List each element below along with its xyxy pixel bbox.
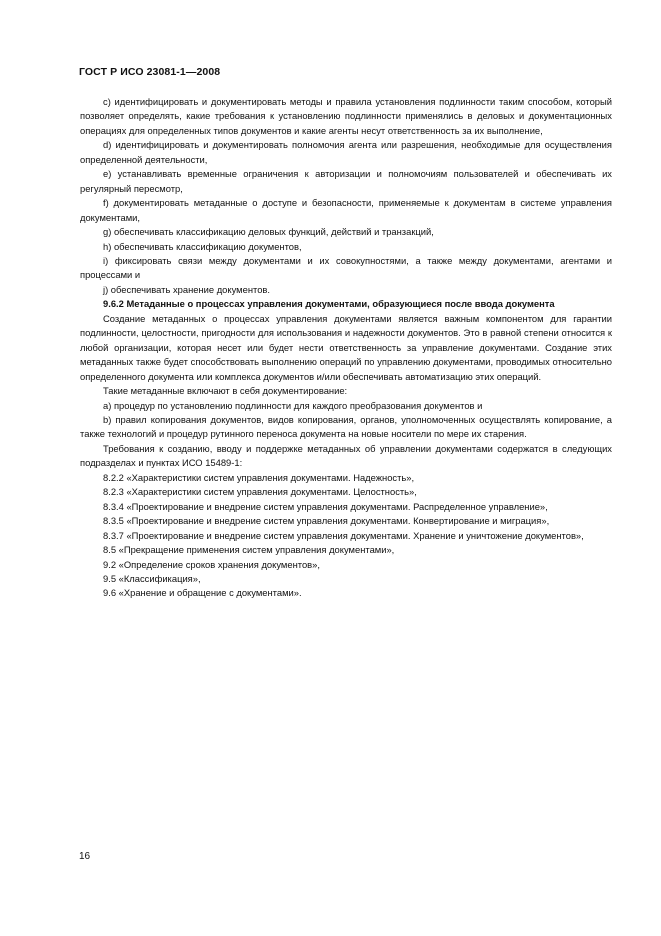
reference-item: 9.5 «Классификация»,	[103, 572, 201, 584]
reference-item: 8.3.7 «Проектирование и внедрение систем управления документами. Хранение и уничтожение документов»,	[103, 529, 584, 541]
reference-item: 9.6 «Хранение и обращение с документами».	[103, 587, 302, 599]
paragraph-intro: Создание метаданных о процессах управления документами является важным компонентом для гарантии подлинности, целостности, пригодности для использования и надежности документов. Это в равной степени относится к любой организации, которая несет или будет нести ответственность за управление документами. Создание этих метаданных также будет способствовать выполнению операций по управлению документами, проводимых относительно определенного документа или комплекса документов и/или обеспечивать автоматизацию этих операций.	[80, 312, 612, 382]
reference-item: 8.2.2 «Характеристики систем управления документами. Надежность»,	[103, 471, 415, 483]
list-item-a: a) процедур по установлению подлинности для каждого преобразования документов и	[103, 399, 483, 411]
reference-item: 8.3.4 «Проектирование и внедрение систем управления документами. Распределенное управление»,	[103, 500, 548, 512]
list-item-g: g) обеспечивать классификацию деловых функций, действий и транзакций,	[103, 226, 434, 238]
page-number: 16	[79, 851, 91, 862]
list-item-j: j) обеспечивать хранение документов.	[103, 283, 270, 295]
list-item-b: b) правил копирования документов, видов копирования, органов, уполномоченных осуществлять копирование, а также технологий и процедур рутинного переноса документа на новые носители по мере их старения.	[80, 413, 612, 440]
reference-item: 9.2 «Определение сроков хранения документов»,	[103, 558, 320, 570]
list-item-f: f) документировать метаданные о доступе и безопасности, применяемые к документам в системе управления документами,	[80, 197, 612, 223]
reference-item: 8.3.5 «Проектирование и внедрение систем управления документами. Конвертирование и миграция»,	[103, 515, 550, 527]
list-item-h: h) обеспечивать классификацию документов,	[103, 240, 302, 252]
reference-item: 8.5 «Прекращение применения систем управления документами»,	[103, 544, 395, 556]
list-item-d: d) идентифицировать и документировать полномочия агента или разрешения, необходимые для осуществления определенной деятельности,	[80, 139, 612, 165]
section-heading-9-6-2: 9.6.2 Метаданные о процессах управления документами, образующиеся после ввода документа	[103, 298, 555, 310]
document-header: ГОСТ Р ИСО 23081-1—2008	[79, 66, 221, 78]
paragraph-requirements: Требования к созданию, вводу и поддержке метаданных об управлении документами содержатся в следующих подразделах и пунктах ИСО 15489-1:	[80, 442, 612, 469]
document-body	[80, 95, 612, 601]
list-item-i: i) фиксировать связи между документами и их совокупностями, а также между документами, агентами и процессами и	[80, 254, 612, 281]
reference-item: 8.2.3 «Характеристики систем управления документами. Целостность»,	[103, 486, 417, 498]
list-item-c: c) идентифицировать и документировать методы и правила установления подлинности таким способом, который позволяет определять, какие требования к установлению подлинности применялись в деловых и документационных операциях для определенных типов документов и какие агенты несут ответственность за их выполнение,	[80, 96, 612, 136]
paragraph-includes: Такие метаданные включают в себя документирование:	[103, 385, 348, 397]
list-item-e: e) устанавливать временные ограничения к авторизации и полномочиям пользователей и обеспечивать их регулярный пересмотр,	[80, 168, 612, 194]
